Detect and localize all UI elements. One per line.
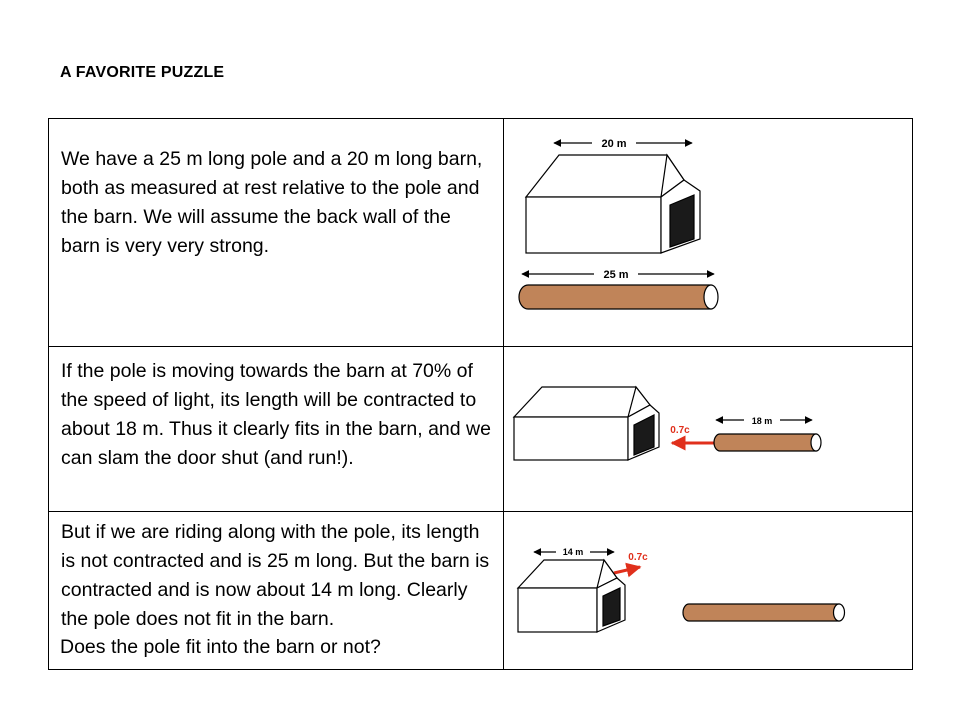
- velocity-arrow: [614, 567, 640, 573]
- table-row: [49, 119, 913, 347]
- row-2-diagram: [504, 347, 913, 512]
- pole: [683, 604, 845, 621]
- row-2-text: If the pole is moving towards the barn at 70% of the speed of light, its length will be contracted to about 18 m. Thus it clearly fits in the barn, and we can slam the door shut (and run!).: [49, 347, 504, 512]
- moving-barn-diagram: [504, 512, 934, 663]
- barn-and-pole-at-rest-diagram: [504, 119, 934, 319]
- moving-pole-diagram: [504, 347, 934, 501]
- table-row: [49, 347, 913, 512]
- page-title: A FAVORITE PUZZLE: [60, 64, 225, 81]
- pole-length-label: 18 m: [751, 416, 773, 426]
- row-3-text: But if we are riding along with the pole, its length is not contracted and is 25 m long. But the barn is contracted and is now about 14 m long. Clearly the pole does not fit in the barn.: [49, 512, 504, 670]
- barn: [514, 387, 659, 460]
- barn-length-label: 20 m: [601, 138, 627, 150]
- speed-label: 0.7c: [670, 425, 690, 436]
- row-1-diagram: [504, 119, 913, 347]
- pole: [714, 434, 821, 451]
- puzzle-table: [48, 118, 913, 670]
- row-1-text: We have a 25 m long pole and a 20 m long barn, both as measured at rest relative to the pole and the barn. We will assume the back wall of the barn is very very strong.: [49, 119, 504, 347]
- barn: [526, 155, 700, 253]
- row-3-diagram: [504, 512, 913, 670]
- barn: [518, 560, 625, 632]
- pole: [519, 285, 718, 309]
- closing-question: Does the pole fit into the barn or not?: [60, 636, 381, 658]
- speed-label: 0.7c: [628, 552, 648, 563]
- barn-length-label: 14 m: [562, 547, 584, 557]
- pole-length-label: 25 m: [603, 269, 629, 281]
